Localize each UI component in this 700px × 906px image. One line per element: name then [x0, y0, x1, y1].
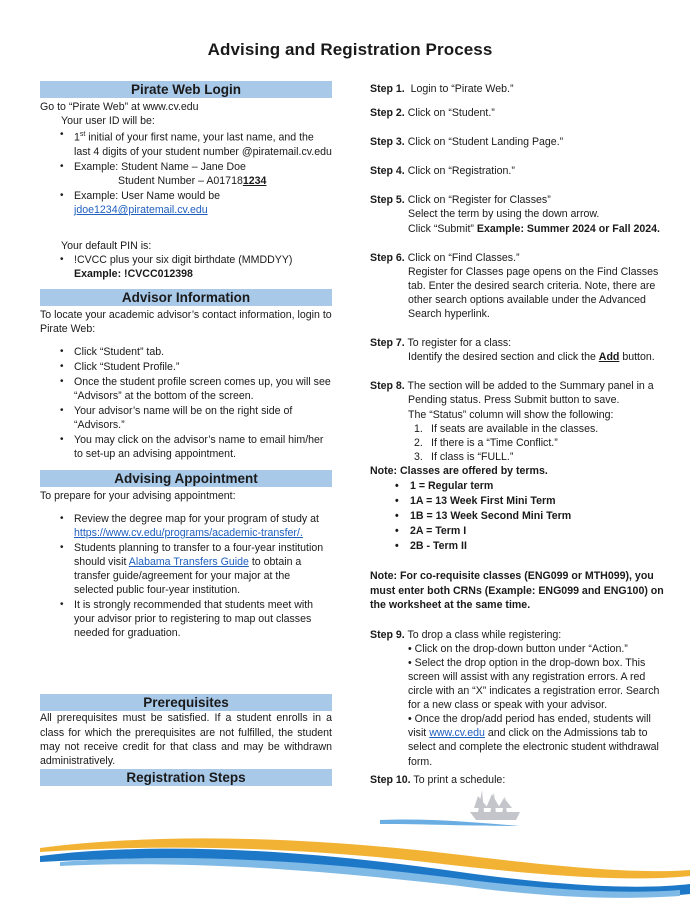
- pin-rule: !CVCC plus your six digit birthdate (MMDDYY): [74, 254, 293, 267]
- prerequisites-text: All prerequisites must be satisfied. If a student enrolls in a class for which the prerequisites are not fulfilled, the student may not receive credit for that class and may be withdrawn administratively.: [40, 712, 332, 767]
- user-id-list: [40, 128, 332, 217]
- advisor-intro: To locate your academic advisor’s contact information, login to Pirate Web:: [40, 308, 332, 335]
- step-text: To print a schedule:: [410, 773, 506, 786]
- withdraw-text: • Once the drop/add period has ended, students will visit: [408, 713, 651, 740]
- step-text: Click on “Register for Classes”: [404, 194, 551, 207]
- list-item: • 2B - Term II: [370, 539, 670, 553]
- step-detail: • Select the drop option in the drop-down box. This screen will assist with any registration errors. A red circle with an “X” indicates a registration error. Search for a new class or speak with your advisor.: [408, 656, 660, 712]
- list-item: • 2A = Term I: [370, 524, 670, 538]
- list-item: [370, 436, 670, 450]
- list-item: [40, 189, 332, 217]
- list-number: 2.: [414, 436, 423, 449]
- step-text: Click on “Find Classes.”: [404, 251, 520, 264]
- list-item: • You may click on the advisor’s name to email him/her to set-up an advising appointment.: [40, 433, 332, 461]
- advisor-steps-list: [40, 345, 332, 462]
- list-item: • 1A = 13 Week First Mini Term: [370, 494, 670, 508]
- step-detail: [370, 222, 670, 236]
- ordinal-suffix: st: [79, 131, 86, 139]
- page-title: Advising and Registration Process: [207, 40, 493, 59]
- section-heading-advisor: Advisor Information: [40, 289, 332, 306]
- button-word: button.: [619, 351, 655, 364]
- list-item: • Once the student profile screen comes up, you will see “Advisors” at the bottom of the screen.: [40, 375, 332, 403]
- example-number: Student Number – A01718: [118, 175, 243, 187]
- transfer-text-end: to obtain a transfer guide/agreement for your major at the selected public four-year institution.: [74, 555, 302, 597]
- step-text: To register for a class:: [404, 337, 512, 350]
- step-text: Click on “Student.”: [404, 107, 495, 120]
- step-8: [370, 379, 670, 464]
- submit-text: Click “Submit”: [408, 222, 477, 235]
- list-item: • Your advisor’s name will be on the right side of “Advisors.”: [40, 404, 332, 432]
- step-label: Step 6.: [370, 251, 405, 264]
- list-item: • It is strongly recommended that students meet with your advisor prior to registering to map out classes needed for graduation.: [40, 598, 332, 640]
- status-list: [370, 422, 670, 464]
- step-label: Step 9.: [370, 628, 405, 641]
- pin-example: Example: !CVCC012398: [74, 268, 193, 281]
- example-email-link[interactable]: jdoe1234@piratemail.cv.edu: [74, 204, 208, 217]
- corequisite-note: Note: For co-requisite classes (ENG099 or MTH099), you must enter both CRNs (Example: ENG099 and ENG100) on the worksheet at the same time.: [370, 570, 664, 611]
- step-label: Step 8.: [370, 380, 405, 393]
- section-heading-appointment: Advising Appointment: [40, 470, 332, 487]
- list-item: • Click “Student” tab.: [40, 345, 332, 359]
- list-item: • 1B = 13 Week Second Mini Term: [370, 509, 670, 523]
- step-7: [370, 336, 670, 364]
- term-example: Example: Summer 2024 or Fall 2024.: [476, 222, 661, 235]
- transfer-text: Students planning to transfer to a four-year institution should visit: [74, 541, 324, 568]
- example-number-digits: 1234: [242, 175, 267, 187]
- step-6: [370, 251, 670, 321]
- step-text: To drop a class while registering:: [404, 628, 562, 641]
- list-item: • 1 = Regular term: [370, 479, 670, 493]
- step-detail: Select the term by using the down arrow.: [408, 208, 600, 221]
- step-5: [370, 193, 670, 235]
- step-detail: The “Status” column will show the following:: [408, 408, 614, 421]
- list-number: 1.: [414, 422, 423, 435]
- alabama-transfers-link[interactable]: Alabama Transfers Guide: [128, 555, 249, 568]
- step-detail: Pending status. Press Submit button to save.: [408, 394, 620, 407]
- list-item: [370, 422, 670, 436]
- list-item: [40, 160, 332, 188]
- example-name: Example: Student Name – Jane Doe: [74, 160, 246, 173]
- step-label: Step 5.: [370, 194, 405, 207]
- step-label: Step 1.: [370, 83, 405, 95]
- cv-edu-link[interactable]: www.cv.edu: [429, 727, 485, 740]
- step-label: Step 4.: [370, 165, 405, 178]
- step-4: [370, 164, 670, 178]
- identify-text: Identify the desired section and click the: [408, 351, 599, 364]
- step-2: [370, 106, 670, 120]
- terms-list: [370, 479, 670, 553]
- list-item: [40, 253, 332, 281]
- list-item: [40, 128, 332, 159]
- step-detail: [370, 712, 670, 768]
- list-number: 3.: [414, 450, 423, 463]
- step-label: Step 10.: [370, 773, 411, 786]
- step-text: The section will be added to the Summary panel in a: [404, 380, 654, 393]
- pin-list: [40, 253, 332, 281]
- withdraw-text-end: and click on the Admissions tab to select and complete the electronic student withdrawal form.: [408, 727, 659, 768]
- user-id-line: Your user ID will be:: [61, 115, 155, 128]
- list-item: [370, 450, 670, 464]
- user-id-rule: initial of your first name, your last name, and the last 4 digits of your student number @piratemail.cv.edu: [74, 131, 332, 158]
- add-word: Add: [598, 351, 620, 364]
- section-heading-registration-steps: Registration Steps: [40, 769, 332, 786]
- pin-line: Your default PIN is:: [61, 240, 152, 253]
- list-item: [40, 541, 332, 597]
- step-1: [370, 82, 670, 96]
- step-detail: • Click on the drop-down button under “Action.”: [408, 642, 628, 655]
- degree-map-text: Review the degree map for your program of study at: [74, 512, 319, 525]
- appointment-list: [40, 512, 332, 641]
- step-detail: [370, 350, 670, 364]
- list-text: If class is “FULL.”: [431, 450, 514, 463]
- ordinal-number: 1: [74, 131, 80, 144]
- step-text: Click on “Student Landing Page.”: [404, 136, 564, 149]
- list-text: If there is a “Time Conflict.”: [431, 436, 558, 449]
- section-heading-prerequisites: Prerequisites: [40, 694, 332, 711]
- list-item: • Click “Student Profile.”: [40, 360, 332, 374]
- list-item: [40, 512, 332, 540]
- step-detail: Register for Classes page opens on the Find Classes tab. Enter the desired search criteria. Note, there are other search options available under the Advanced Search hyperlink.: [408, 265, 659, 321]
- ship-icon: [470, 790, 520, 820]
- terms-note: Note: Classes are offered by terms.: [370, 464, 548, 477]
- appointment-intro: To prepare for your advising appointment:: [40, 489, 236, 502]
- step-label: Step 3.: [370, 136, 405, 149]
- step-3: [370, 135, 670, 149]
- step-label: Step 2.: [370, 107, 405, 120]
- step-label: Step 7.: [370, 337, 405, 350]
- example-username-label: Example: User Name would be: [74, 190, 221, 203]
- right-column: [370, 82, 670, 787]
- login-intro: Go to “Pirate Web” at www.cv.edu: [40, 101, 199, 113]
- step-10: [370, 773, 670, 787]
- list-text: If seats are available in the classes.: [431, 422, 599, 435]
- step-text: Click on “Registration.”: [404, 165, 515, 178]
- left-column: [40, 81, 332, 786]
- ship-wave-logo-icon: [0, 790, 700, 906]
- step-text: Login to “Pirate Web.”: [404, 83, 514, 95]
- degree-map-link[interactable]: https://www.cv.edu/programs/academic-transfer/.: [74, 526, 303, 539]
- section-heading-login: Pirate Web Login: [40, 81, 332, 98]
- step-9: [370, 628, 670, 769]
